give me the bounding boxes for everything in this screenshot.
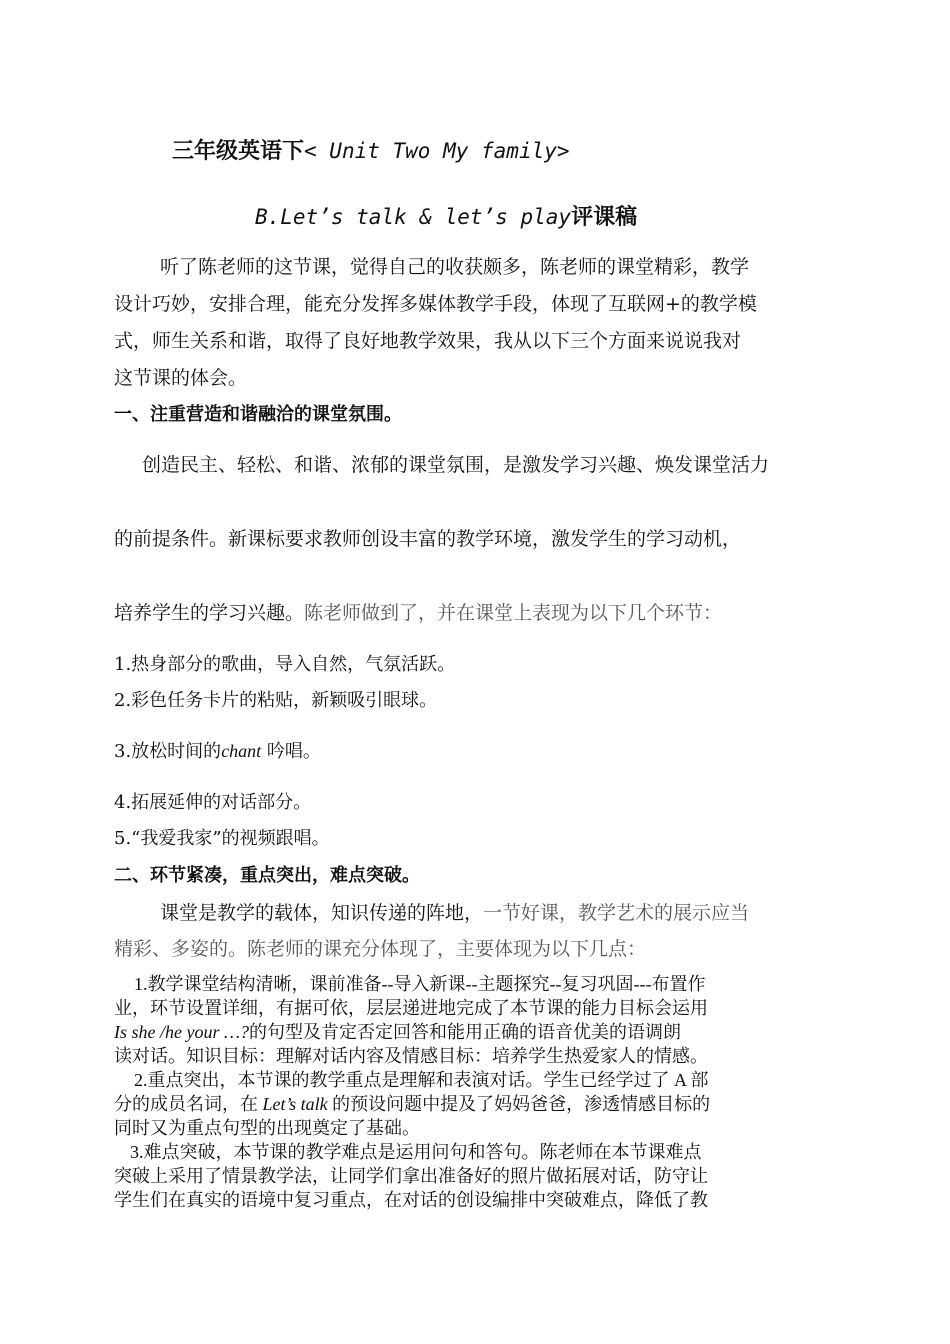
section1-para-line-1: 创造民主、轻松、和谐、浓郁的课堂氛围，是激发学习兴趣、焕发课堂活力 — [142, 454, 770, 476]
section2-point1-line-4: 读对话。知识目标：理解对话内容及情感目标：培养学生热爱家人的情感。 — [114, 1046, 708, 1066]
section2-para-b: 一节好课，教学艺术的展示应当 — [483, 902, 750, 924]
section2-point1-line-2: 业，环节设置详细，有据可依，层层递进地完成了本节课的能力目标会运用 — [114, 998, 708, 1018]
section2-point2-text-b: 的预设问题中提及了妈妈爸爸，渗透情感目标的 — [327, 1094, 711, 1114]
section1-para-line-2: 的前提条件。新课标要求教师创设丰富的教学环境，激发学生的学习动机， — [114, 528, 742, 550]
section2-point2-italic: Let’s talk — [262, 1094, 328, 1114]
section1-item-3-word: chant — [221, 741, 262, 761]
section2-point1-after-italic: 的句型及肯定否定回答和能用正确的语音优美的语调朗 — [248, 1022, 681, 1042]
section2-heading: 二、环节紧凑，重点突出，难点突破。 — [114, 865, 420, 886]
section2-point1-line-1: 1.教学课堂结构清晰，课前准备--导入新课--主题探究--复习巩固---布置作 — [134, 974, 706, 994]
section2-point2-text-a: 分的成员名词，在 — [114, 1094, 263, 1114]
section2-point2-line-2 — [114, 1090, 710, 1116]
intro-line-4: 这节课的体会。 — [114, 367, 248, 389]
title-unit: < Unit Two My family> — [304, 139, 570, 163]
section2-point2-line-1: 2.重点突出，本节课的教学重点是理解和表演对话。学生已经学过了 A 部 — [134, 1070, 709, 1090]
intro-line-2: 设计巧妙，安排合理，能充分发挥多媒体教学手段，体现了互联网+的教学模 — [114, 293, 757, 315]
section2-para-line-1 — [160, 898, 749, 925]
subtitle-lesson: B.Let’s talk & let’s play — [255, 205, 572, 229]
section1-item-5: 5.“我爱我家”的视频跟唱。 — [114, 828, 330, 849]
section1-para-line-3 — [114, 598, 722, 625]
section1-item-3 — [114, 737, 321, 763]
section2-point3-line-2: 突破上采用了情景教学法，让同学们拿出准备好的照片做拓展对话，防守让 — [114, 1166, 708, 1186]
intro-line-1: 听了陈老师的这节课，觉得自己的收获颇多，陈老师的课堂精彩，教学 — [160, 256, 750, 278]
section2-point1-italic: Is she /he your …? — [114, 1022, 249, 1042]
section1-para-line-3-text: 培养学生的学习兴趣。 — [114, 602, 305, 624]
section2-point2-line-3: 同时又为重点句型的出现奠定了基础。 — [114, 1118, 420, 1138]
section1-item-3-tail: 吟唱。 — [261, 741, 321, 762]
section2-para-line-2: 精彩、多姿的。陈老师的课充分体现了，主要体现为以下几点： — [114, 938, 647, 960]
section2-point3-line-1: 3.难点突破，本节课的教学难点是运用问句和答句。陈老师在本节课难点 — [130, 1142, 702, 1162]
section1-heading: 一、注重营造和谐融洽的课堂氛围。 — [114, 404, 402, 425]
section2-para-a: 课堂是教学的载体，知识传递的阵地， — [160, 902, 484, 924]
subtitle-suffix: 评课稿 — [571, 204, 638, 230]
document-title — [172, 134, 570, 165]
document-subtitle — [255, 200, 637, 231]
section1-para-tail: 陈老师做到了，并在课堂上表现为以下几个环节： — [304, 602, 723, 624]
section1-item-1: 1.热身部分的歌曲，导入自然，气氛活跃。 — [114, 654, 456, 675]
title-prefix: 三年级英语下 — [172, 138, 305, 164]
section1-item-2: 2.彩色任务卡片的粘贴，新颖吸引眼球。 — [114, 690, 438, 711]
section1-item-3-text: 3.放松时间的 — [114, 741, 222, 762]
intro-line-3: 式，师生关系和谐，取得了良好地教学效果，我从以下三个方面来说说我对 — [114, 330, 742, 352]
section2-point1-line-3 — [114, 1018, 681, 1044]
section1-item-4: 4.拓展延伸的对话部分。 — [114, 792, 312, 813]
section2-point3-line-3: 学生们在真实的语境中复习重点，在对话的创设编排中突破难点，降低了教 — [114, 1190, 708, 1210]
